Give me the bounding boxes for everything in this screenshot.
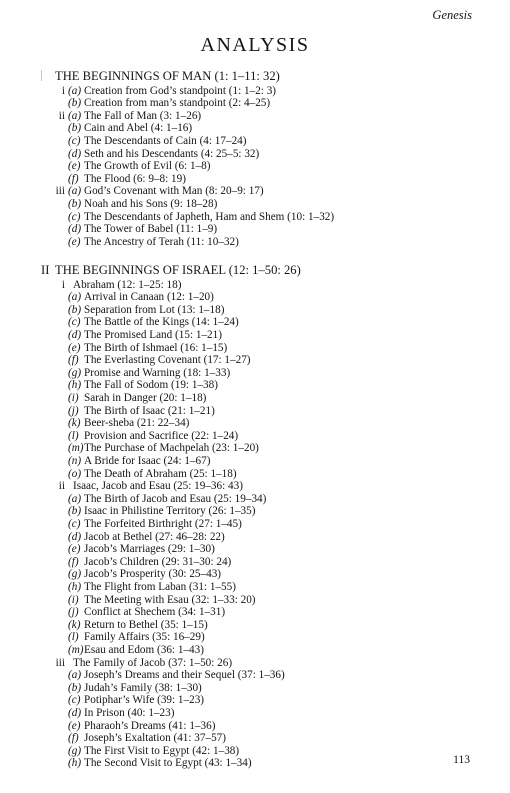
item-text: Sarah in Danger (20: 1–18) [84,391,207,404]
item-letter: (g) [68,744,82,757]
item-letter: (a) [68,185,82,198]
item-text: The Purchase of Machpelah (23: 1–20) [84,442,259,455]
item-letter: (e) [68,235,81,248]
item-letter: (i) [68,593,79,606]
item-letter: (n) [68,454,82,467]
item-text: The Flight from Laban (31: 1–55) [84,580,236,593]
item-text: Noah and his Sons (9: 18–28) [84,197,218,210]
item-text: The Everlasting Covenant (17: 1–27) [84,354,251,367]
item-letter: (a) [68,291,82,304]
item-text: Esau and Edom (36: 1–43) [84,643,204,656]
item-text: Cain and Abel (4: 1–16) [84,122,193,135]
part-title-text: Abraham (12: 1–25: 18) [73,278,182,291]
item-letter: (e) [68,341,81,354]
section-heading-2 [41,263,301,277]
part-numeral: i [61,278,65,291]
item-letter: (l) [68,631,79,644]
item-letter: (a) [68,84,82,97]
item-letter: (f) [68,172,79,185]
item-text: The Meeting with Esau (32: 1–33: 20) [84,593,256,606]
item-letter: (b) [68,681,82,694]
item-letter: (c) [68,134,81,147]
item-text: Provision and Sacrifice (22: 1–24) [84,429,239,442]
part-title-text: The Family of Jacob (37: 1–50: 26) [73,656,233,669]
item-letter: (d) [68,328,82,341]
item-letter: (b) [68,303,82,316]
item-text: Conflict at Shechem (34: 1–31) [84,606,226,619]
item-letter: (e) [68,719,81,732]
item-letter: (f) [68,732,79,745]
item-letter: (b) [68,97,82,110]
item-letter: (e) [68,543,81,556]
item-letter: (g) [68,366,82,379]
item-text: Joseph’s Dreams and their Sequel (37: 1–36) [84,669,285,682]
item-text: The Birth of Jacob and Esau (25: 19–34) [84,492,267,505]
item-text: Creation from man’s standpoint (2: 4–25) [84,97,271,110]
item-text: The Tower of Babel (11: 1–9) [84,223,218,236]
part-numeral: ii [58,480,65,493]
item-letter: (b) [68,197,82,210]
item-text: Arrival in Canaan (12: 1–20) [84,291,214,304]
item-letter: (h) [68,379,82,392]
item-letter: (d) [68,706,82,719]
item-letter: (c) [68,316,81,329]
item-letter: (i) [68,391,79,404]
item-text: Jacob at Bethel (27: 46–28: 22) [84,530,225,543]
item-letter: (c) [68,694,81,707]
item-letter: (g) [68,568,82,581]
item-letter: (a) [68,669,82,682]
item-letter: (e) [68,160,81,173]
item-text: Return to Bethel (35: 1–15) [84,618,208,631]
item-text: God’s Covenant with Man (8: 20–9: 17) [84,185,264,198]
item-letter: (d) [68,147,82,160]
outline-item [68,235,239,249]
item-letter: (j) [68,606,79,619]
part-numeral: i [61,84,65,97]
item-letter: (f) [68,555,79,568]
item-text: Isaac in Philistine Territory (26: 1–35) [84,505,256,518]
item-letter: (a) [68,492,82,505]
item-letter: (m) [68,442,84,455]
part-numeral: iii [55,656,65,669]
item-text: In Prison (40: 1–23) [84,706,175,719]
item-text: Pharaoh’s Dreams (41: 1–36) [84,719,216,732]
item-text: The Promised Land (15: 1–21) [84,328,222,341]
item-text: Family Affairs (35: 16–29) [84,631,205,644]
item-text: Separation from Lot (13: 1–18) [84,303,225,316]
item-text: The Death of Abraham (25: 1–18) [84,467,237,480]
item-text: Promise and Warning (18: 1–33) [84,366,231,379]
item-text: The Descendants of Cain (4: 17–24) [84,134,247,147]
item-text: The Descendants of Japheth, Ham and Shem (10: 1–32) [84,210,335,223]
item-text: A Bride for Isaac (24: 1–67) [84,454,211,467]
item-letter: (k) [68,618,81,631]
item-text: Jacob’s Children (29: 31–30: 24) [84,555,232,568]
section-heading-1 [41,69,280,83]
item-letter: (h) [68,757,82,770]
part-numeral: ii [58,109,65,122]
item-text: The Growth of Evil (6: 1–8) [84,160,211,173]
item-text: The Fall of Sodom (19: 1–38) [84,379,218,392]
item-text: The Birth of Isaac (21: 1–21) [84,404,215,417]
item-text: Beer-sheba (21: 22–34) [84,417,190,430]
section-number: II [41,263,50,277]
item-text: Creation from God’s standpoint (1: 1–2: 3) [84,84,277,97]
item-letter: (l) [68,429,79,442]
item-letter: (c) [68,210,81,223]
item-text: Seth and his Descendants (4: 25–5: 32) [84,147,260,160]
item-letter: (o) [68,467,82,480]
page-title: ANALYSIS [200,34,310,56]
item-text: The Ancestry of Terah (11: 10–32) [84,235,239,248]
section-heading-text: THE BEGINNINGS OF ISRAEL (12: 1–50: 26) [55,263,301,277]
item-letter: (h) [68,580,82,593]
item-letter: (f) [68,354,79,367]
item-letter: (d) [68,530,82,543]
part-title-text: Isaac, Jacob and Esau (25: 19–36: 43) [73,480,243,493]
section-heading-text: THE BEGINNINGS OF MAN (1: 1–11: 32) [55,69,280,83]
item-letter: (d) [68,223,82,236]
item-letter: (b) [68,122,82,135]
item-text: Potiphar’s Wife (39: 1–23) [84,694,205,707]
item-letter: (k) [68,417,81,430]
item-text: The Birth of Ishmael (16: 1–15) [84,341,228,354]
item-text: Judah’s Family (38: 1–30) [84,681,202,694]
part-numeral: iii [55,185,65,198]
item-text: The Battle of the Kings (14: 1–24) [84,316,239,329]
page-number: 113 [453,754,470,766]
item-text: Jacob’s Marriages (29: 1–30) [84,543,215,556]
item-text: The Forfeited Birthright (27: 1–45) [84,517,242,530]
item-letter: (a) [68,109,82,122]
item-text: The First Visit to Egypt (42: 1–38) [84,744,240,757]
item-text: The Fall of Man (3: 1–26) [84,109,202,122]
item-text: Jacob’s Prosperity (30: 25–43) [84,568,222,581]
running-head: Genesis [432,8,472,22]
item-letter: (c) [68,517,81,530]
item-text: Joseph’s Exaltation (41: 37–57) [84,732,227,745]
item-letter: (m) [68,643,84,656]
outline-item [68,756,252,770]
item-letter: (b) [68,505,82,518]
item-text: The Second Visit to Egypt (43: 1–34) [84,757,252,770]
item-text: The Flood (6: 9–8: 19) [84,172,186,185]
item-letter: (j) [68,404,79,417]
